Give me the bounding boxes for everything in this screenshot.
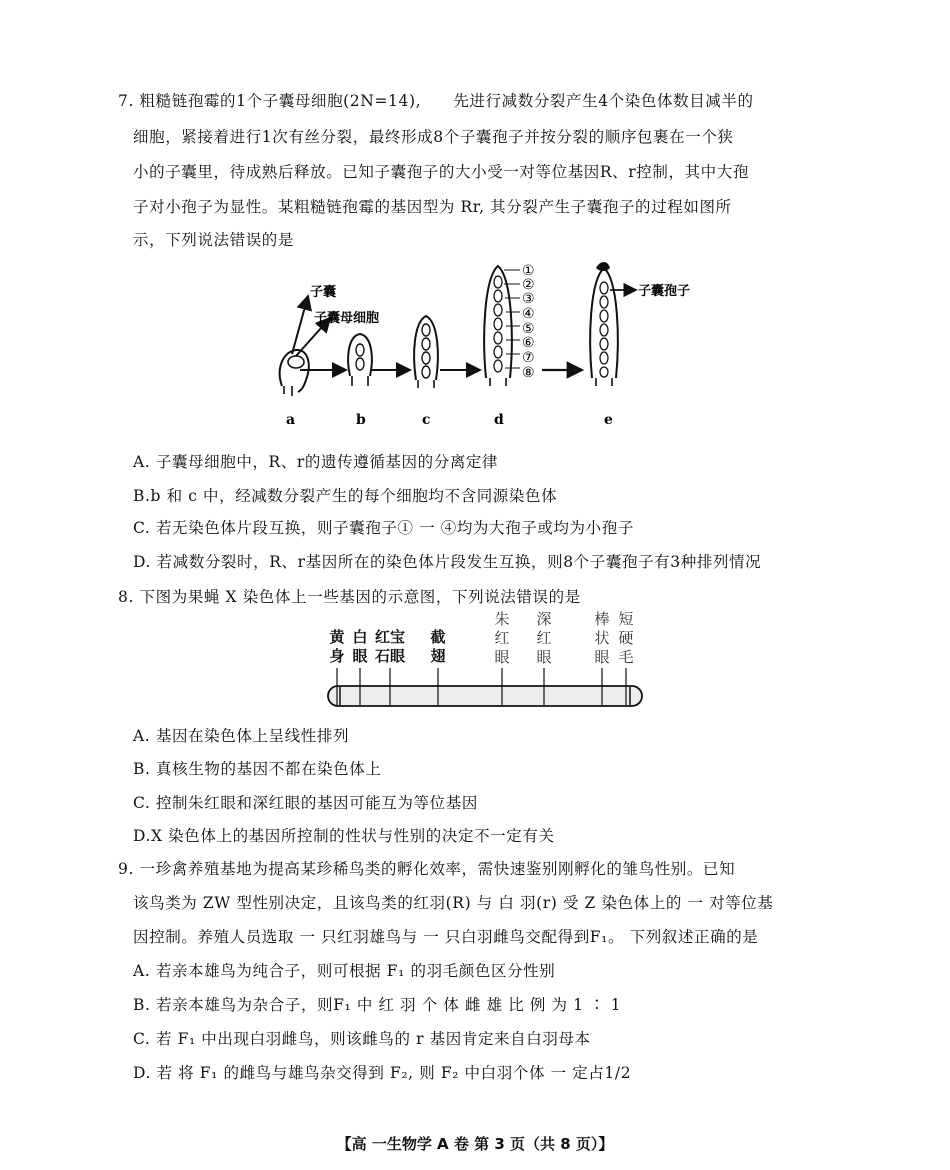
stage-e-cell [590, 262, 618, 386]
q9-option-c: C. 若 F₁ 中出现白羽雌鸟，则该雌鸟的 r 基因肯定来自白羽母本 [133, 1030, 591, 1048]
number-3: ③ [522, 291, 535, 307]
number-1: ① [522, 263, 535, 279]
gene-label: 红 [536, 629, 552, 647]
q7-option-b: B.b 和 c 中，经减数分裂产生的每个细胞均不含同源染色体 [133, 487, 558, 505]
q8-stem: 8. 下图为果蝇 X 染色体上一些基因的示意图，下列说法错误的是 [118, 588, 581, 606]
gene-label: 眼 [352, 647, 368, 665]
number-8: ⑧ [522, 365, 535, 381]
number-4: ④ [522, 306, 535, 322]
gene-label: 短 [618, 610, 634, 628]
ascus-figure [270, 258, 710, 430]
gene-label: 白 [352, 628, 368, 646]
stage-label-c: c [422, 412, 431, 428]
label-mother-cell: 子囊母细胞 [314, 311, 380, 326]
gene-label: 眼 [594, 648, 610, 666]
gene-label: 石眼 [374, 647, 406, 665]
gene-label: 翅 [430, 647, 446, 665]
q8-option-d: D.X 染色体上的基因所控制的性状与性别的决定不一定有关 [133, 827, 555, 845]
q7-stem-line-2: 细胞，紧接着进行1次有丝分裂，最终形成8个子囊孢子并按分裂的顺序包裹在一个狭 [133, 128, 734, 146]
stage-label-b: b [356, 412, 366, 428]
number-7: ⑦ [522, 350, 535, 366]
stage-d-cell [484, 266, 520, 386]
gene-label: 硬 [618, 629, 634, 647]
gene-label: 朱 [494, 610, 510, 628]
stage-label-d: d [494, 412, 504, 428]
gene-label: 棒 [594, 610, 610, 628]
q9-stem-line-2: 该鸟类为 ZW 型性别决定，且该鸟类的红羽(R) 与 白 羽(r) 受 Z 染色体上的 一 对等位基 [133, 894, 774, 912]
spore-number-labels [522, 263, 535, 381]
x-chromosome-figure [320, 608, 650, 712]
stage-label-e: e [604, 412, 613, 428]
q7-option-d: D. 若减数分裂时，R、r基因所在的染色体片段发生互换，则8个子囊孢子有3种排列情况 [133, 553, 762, 571]
stage-c-cell [414, 316, 438, 388]
gene-label: 身 [329, 647, 345, 665]
chromosome-bar [328, 686, 642, 706]
q7-option-a: A. 子囊母细胞中，R、r的遗传遵循基因的分离定律 [133, 453, 499, 471]
number-5: ⑤ [522, 321, 535, 337]
gene-labels [329, 610, 633, 666]
page-footer: 【高 一生物学 A 卷 第 3 页（共 8 页）】 [336, 1135, 614, 1153]
q7-option-c: C. 若无染色体片段互换，则子囊孢子① 一 ④均为大孢子或均为小孢子 [133, 519, 634, 537]
gene-label: 红宝 [374, 628, 406, 646]
q9-option-d: D. 若 将 F₁ 的雌鸟与雄鸟杂交得到 F₂, 则 F₂ 中白羽个体 一 定占1/2 [133, 1064, 632, 1082]
gene-label: 毛 [618, 648, 634, 666]
number-6: ⑥ [522, 335, 535, 351]
gene-label: 眼 [536, 648, 552, 666]
q7-stem-line-5: 示，下列说法错误的是 [133, 231, 295, 249]
gene-label: 黄 [329, 628, 345, 646]
stage-a-cell [280, 350, 309, 396]
gene-label: 眼 [494, 648, 510, 666]
stage-label-a: a [286, 412, 296, 428]
number-2: ② [522, 277, 535, 293]
gene-label: 截 [430, 628, 446, 646]
q9-stem-line-3: 因控制。养殖人员选取 一 只红羽雄鸟与 一 只白羽雌鸟交配得到F₁。 下列叙述正确的是 [133, 928, 759, 946]
gene-label: 状 [594, 629, 610, 647]
gene-label: 红 [494, 629, 510, 647]
q8-option-b: B. 真核生物的基因不都在染色体上 [133, 760, 382, 778]
q9-stem-line-1: 9. 一珍禽养殖基地为提高某珍稀鸟类的孵化效率，需快速鉴别刚孵化的雏鸟性别。已知 [118, 860, 736, 878]
q7-stem-line-3: 小的子囊里，待成熟后释放。已知子囊孢子的大小受一对等位基因R、r控制，其中大孢 [133, 163, 749, 181]
stage-b-cell [348, 334, 372, 386]
q8-option-a: A. 基因在染色体上呈线性排列 [133, 727, 350, 745]
label-spore: 子囊孢子 [638, 284, 691, 299]
gene-label: 深 [536, 610, 552, 628]
label-ascus: 子囊 [310, 285, 337, 300]
q8-option-c: C. 控制朱红眼和深红眼的基因可能互为等位基因 [133, 794, 478, 812]
q9-option-b: B. 若亲本雄鸟为杂合子，则F₁ 中 红 羽 个 体 雌 雄 比 例 为 1 ∶ 1 [133, 996, 622, 1014]
q7-stem-line-4: 子对小孢子为显性。某粗糙链孢霉的基因型为 Rr, 其分裂产生子囊孢子的过程如图所 [133, 198, 732, 216]
q7-stem-line-1: 7. 粗糙链孢霉的1个子囊母细胞(2N=14), 先进行减数分裂产生4个染色体数目减半的 [118, 92, 754, 110]
q9-option-a: A. 若亲本雄鸟为纯合子，则可根据 F₁ 的羽毛颜色区分性别 [133, 962, 556, 980]
